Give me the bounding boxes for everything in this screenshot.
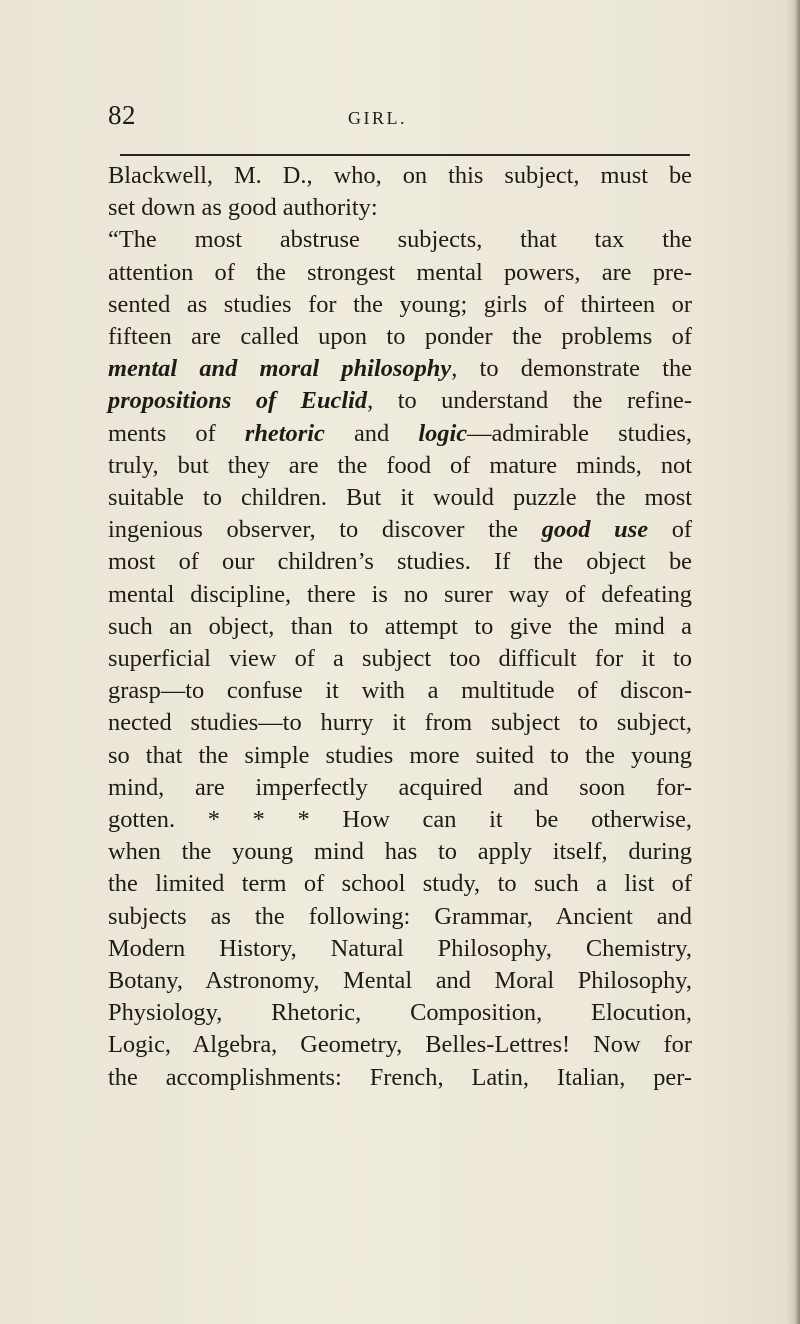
page-edge-shadow — [786, 0, 800, 1324]
line-segment: of — [648, 516, 693, 544]
running-head: GIRL. — [348, 108, 407, 128]
text-line: sented as studies for the young; girls of thirteen or — [108, 290, 692, 318]
text-line: “The most abstruse subjects, that tax the — [108, 226, 692, 254]
italic-phrase: propositions of Euclid — [108, 387, 368, 415]
text-line — [108, 514, 692, 546]
line-segment: , to demonstrate the — [451, 355, 692, 383]
text-line: when the young mind has to apply itself, during — [108, 838, 692, 866]
text-line: superficial view of a subject too difficult for it to — [108, 645, 692, 673]
text-line: the accomplishments: French, Latin, Italian, per- — [108, 1063, 692, 1091]
text-line: Modern History, Natural Philosophy, Chemistry, — [108, 934, 692, 962]
page-header — [108, 100, 690, 140]
text-line — [108, 385, 692, 417]
line-segment: , to understand the refine- — [367, 387, 692, 415]
text-line: most of our children’s studies. If the object be — [108, 548, 692, 576]
line-segment: ments of — [108, 419, 245, 447]
text-line — [108, 353, 692, 385]
italic-phrase: logic — [418, 419, 468, 447]
line-segment: and — [324, 419, 419, 447]
body-text — [108, 160, 692, 1094]
text-line: gotten. * * * How can it be otherwise, — [108, 806, 692, 834]
italic-phrase: good use — [541, 516, 649, 544]
header-rule — [120, 154, 690, 156]
italic-phrase: rhetoric — [244, 419, 325, 447]
text-line: suitable to children. But it would puzzle the most — [108, 484, 692, 512]
text-line: such an object, than to attempt to give the mind a — [108, 612, 692, 640]
line-segment: ingenious observer, to discover the — [108, 516, 542, 544]
text-line: attention of the strongest mental powers, are pre- — [108, 258, 692, 286]
page-number: 82 — [108, 100, 136, 130]
text-line: truly, but they are the food of mature minds, not — [108, 451, 692, 479]
text-line: the limited term of school study, to such a list of — [108, 870, 692, 898]
text-line — [108, 418, 692, 450]
text-line: nected studies—to hurry it from subject to subject, — [108, 709, 692, 737]
text-line: set down as good authority: — [108, 194, 378, 222]
text-line: fifteen are called upon to ponder the problems of — [108, 323, 692, 351]
text-line: grasp—to confuse it with a multitude of discon- — [108, 677, 692, 705]
text-line: mind, are imperfectly acquired and soon for- — [108, 773, 692, 801]
text-line: Physiology, Rhetoric, Composition, Elocution, — [108, 999, 692, 1027]
text-line: subjects as the following: Grammar, Ancient and — [108, 902, 692, 930]
text-line: so that the simple studies more suited to the young — [108, 741, 692, 769]
text-line: Blackwell, M. D., who, on this subject, must be — [108, 162, 692, 189]
text-line: Logic, Algebra, Geometry, Belles-Lettres! Now for — [108, 1031, 692, 1059]
text-line: mental discipline, there is no surer way of defeating — [108, 580, 692, 608]
text-line: Botany, Astronomy, Mental and Moral Philosophy, — [108, 967, 692, 995]
line-segment: —admirable studies, — [467, 419, 692, 447]
italic-phrase: mental and moral philosophy — [108, 355, 452, 383]
